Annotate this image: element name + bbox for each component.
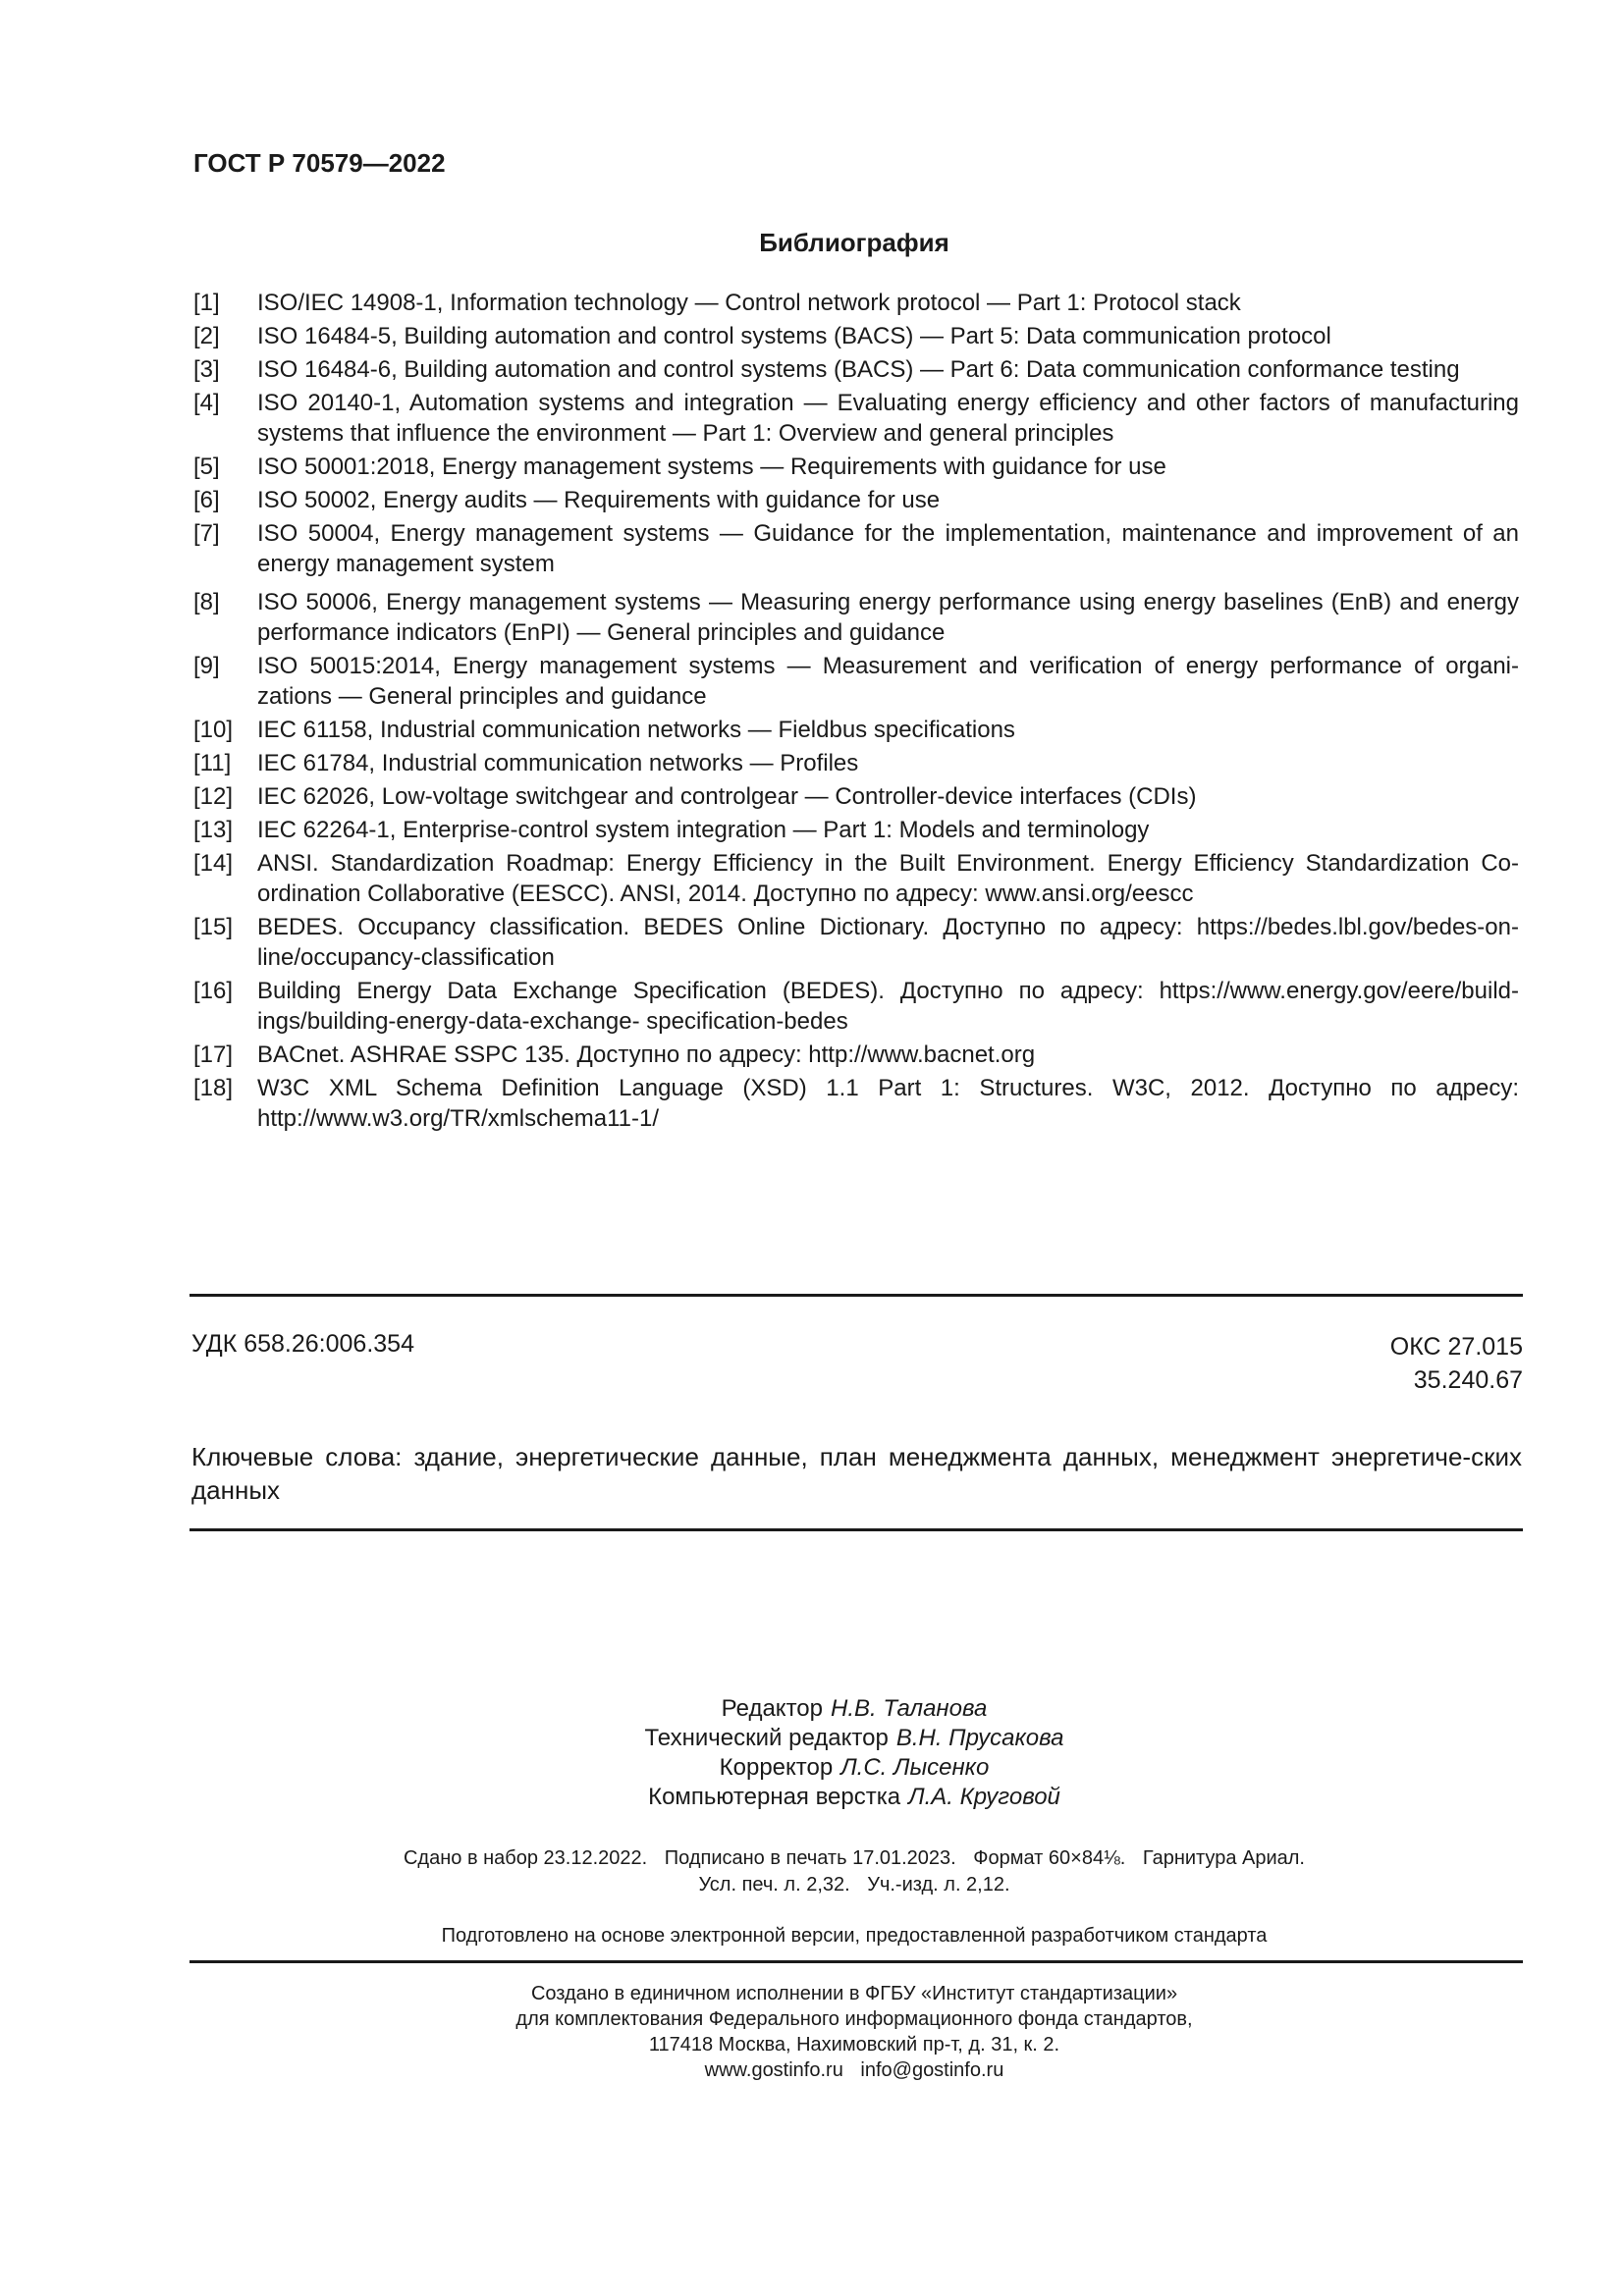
entry-text: BEDES. Occupancy classification. BEDES Online Dictionary. Доступно по адресу: https://bedes.lbl.gov/bedes-on-line/occupancy-classification	[257, 914, 1519, 971]
entry-number: [15]	[193, 914, 234, 940]
bibliography-entry	[193, 452, 1519, 482]
entry-number: [10]	[193, 717, 234, 743]
bibliography-entry	[193, 354, 1519, 385]
entry-text: ISO 50002, Energy audits — Requirements with guidance for use	[257, 487, 941, 513]
bibliography-entry	[193, 388, 1519, 449]
typeface: Гарнитура Ариал.	[1142, 1847, 1305, 1869]
entry-text: ISO 50001:2018, Energy management systems — Requirements with guidance for use	[257, 454, 1166, 480]
entry-number: [3]	[193, 356, 220, 383]
bibliography-list	[193, 288, 1519, 1137]
entry-number: [14]	[193, 850, 234, 877]
oks-code-primary: ОКС 27.015	[1389, 1333, 1523, 1361]
submitted-date: Сдано в набор 23.12.2022.	[403, 1847, 648, 1869]
bibliography-title: Библиография	[759, 228, 949, 257]
print-sheets: Усл. печ. л. 2,32.	[698, 1874, 850, 1896]
entry-number: [16]	[193, 978, 234, 1004]
entry-text: IEC 62026, Low-voltage switchgear and controlgear — Controller-device interfaces (CDIs)	[257, 783, 1197, 810]
bibliography-entry	[193, 288, 1519, 318]
entry-number: [13]	[193, 817, 234, 843]
entry-number: [7]	[193, 520, 220, 547]
entry-number: [2]	[193, 323, 220, 349]
bibliography-entry	[193, 912, 1519, 973]
print-info-line-1	[0, 1845, 1624, 1872]
publisher-contacts	[0, 2057, 1624, 2083]
credit-name: Л.А. Круговой	[908, 1784, 1060, 1810]
entry-number: [8]	[193, 589, 220, 615]
credits-block	[0, 1694, 1624, 1812]
print-info-line-2	[0, 1872, 1624, 1898]
bibliography-entry	[193, 976, 1519, 1037]
bibliography-entry	[193, 1040, 1519, 1070]
bibliography-entry	[193, 748, 1519, 778]
keywords: Ключевые слова: здание, энергетические данные, план менеджмента данных, менеджмент энергетиче-ских данных	[191, 1442, 1522, 1505]
prepared-note: Подготовлено на основе электронной версии, предоставленной разработчиком стандарта	[441, 1925, 1268, 1947]
oks-codes	[1390, 1330, 1523, 1397]
entry-number: [11]	[193, 750, 232, 776]
credit-editor	[0, 1694, 1624, 1724]
publisher-address: 117418 Москва, Нахимовский пр-т, д. 31, к. 2.	[648, 2034, 1060, 2056]
entry-number: [9]	[193, 653, 220, 679]
entry-number: [4]	[193, 390, 220, 416]
entry-text: BACnet. ASHRAE SSPC 135. Доступно по адресу: http://www.bacnet.org	[257, 1041, 1036, 1068]
entry-number: [6]	[193, 487, 220, 513]
bibliography-entry	[193, 587, 1519, 648]
credit-tech-editor	[0, 1724, 1624, 1753]
document-code: ГОСТ Р 70579—2022	[193, 148, 446, 178]
publisher-block	[0, 1981, 1624, 2083]
credit-role: Технический редактор	[644, 1725, 889, 1751]
entry-number: [1]	[193, 290, 220, 316]
entry-number: [18]	[193, 1075, 234, 1101]
entry-text: ISO/IEC 14908-1, Information technology — Control network protocol — Part 1: Protocol stack	[257, 290, 1241, 316]
bibliography-entry	[193, 815, 1519, 845]
credit-role: Редактор	[721, 1695, 823, 1722]
publisher-sheets: Уч.-изд. л. 2,12.	[867, 1874, 1010, 1896]
credit-role: Корректор	[719, 1754, 834, 1781]
entry-text: ANSI. Standardization Roadmap: Energy Efficiency in the Built Environment. Energy Efficiency Standardization Co-ordination Collaborative (EESCC). ANSI, 2014. Доступно по адресу: www.ansi.org/eescc	[257, 850, 1519, 907]
divider-keywords	[189, 1528, 1523, 1531]
bibliography-entry	[193, 848, 1519, 909]
divider-top	[189, 1294, 1523, 1297]
entry-number: [17]	[193, 1041, 234, 1068]
signed-date: Подписано в печать 17.01.2023.	[664, 1847, 956, 1869]
publisher-email[interactable]: info@gostinfo.ru	[860, 2059, 1004, 2081]
entry-text: ISO 50015:2014, Energy management systems — Measurement and verification of energy performance of organi-zations — General principles and guidance	[257, 653, 1519, 710]
entry-text: Building Energy Data Exchange Specification (BEDES). Доступно по адресу: https://www.energy.gov/eere/build-ings/building-energy-data-exchange- specification-bedes	[257, 978, 1519, 1035]
bibliography-entry	[193, 715, 1519, 745]
credit-name: Н.В. Таланова	[830, 1695, 988, 1722]
bibliography-entry	[193, 321, 1519, 351]
credit-name: Л.С. Лысенко	[840, 1754, 990, 1781]
udk-code: УДК 658.26:006.354	[191, 1330, 414, 1358]
credit-role: Компьютерная верстка	[648, 1784, 901, 1810]
entry-number: [12]	[193, 783, 234, 810]
entry-number: [5]	[193, 454, 220, 480]
publisher-line: для комплектования Федерального информационного фонда стандартов,	[515, 2008, 1193, 2030]
entry-text: ISO 20140-1, Automation systems and integration — Evaluating energy efficiency and other factors of manufacturing systems that influence the environment — Part 1: Overview and general principles	[257, 390, 1519, 447]
paper-format: Формат 60×84⅛.	[973, 1847, 1126, 1869]
bibliography-entry	[193, 1073, 1519, 1134]
oks-code-secondary: 35.240.67	[1413, 1366, 1523, 1394]
bibliography-entry	[193, 518, 1519, 579]
credit-name: В.Н. Прусакова	[895, 1725, 1064, 1751]
entry-text: IEC 61158, Industrial communication networks — Fieldbus specifications	[257, 717, 1015, 743]
bibliography-entry	[193, 781, 1519, 812]
divider-bottom	[189, 1960, 1523, 1963]
entry-text: W3C XML Schema Definition Language (XSD) 1.1 Part 1: Structures. W3C, 2012. Доступно по адресу: http://www.w3.org/TR/xmlschema11-1/	[257, 1075, 1519, 1132]
entry-text: ISO 16484-5, Building automation and control systems (BACS) — Part 5: Data communication protocol	[257, 323, 1331, 349]
bibliography-entry	[193, 651, 1519, 712]
entry-text: ISO 50004, Energy management systems — Guidance for the implementation, maintenance and improvement of an energy management system	[257, 520, 1519, 577]
publisher-line: Создано в единичном исполнении в ФГБУ «Институт стандартизации»	[530, 1983, 1178, 2004]
entry-text: IEC 62264-1, Enterprise-control system integration — Part 1: Models and terminology	[257, 817, 1150, 843]
bibliography-entry	[193, 485, 1519, 515]
print-info	[0, 1845, 1624, 1898]
credit-proofreader	[0, 1753, 1624, 1783]
credit-layout	[0, 1783, 1624, 1812]
publisher-website[interactable]: www.gostinfo.ru	[704, 2059, 843, 2081]
entry-text: ISO 16484-6, Building automation and control systems (BACS) — Part 6: Data communication conformance testing	[257, 356, 1460, 383]
entry-text: ISO 50006, Energy management systems — Measuring energy performance using energy baselines (EnB) and energy performance indicators (EnPI) — General principles and guidance	[257, 589, 1519, 646]
entry-text: IEC 61784, Industrial communication networks — Profiles	[257, 750, 859, 776]
